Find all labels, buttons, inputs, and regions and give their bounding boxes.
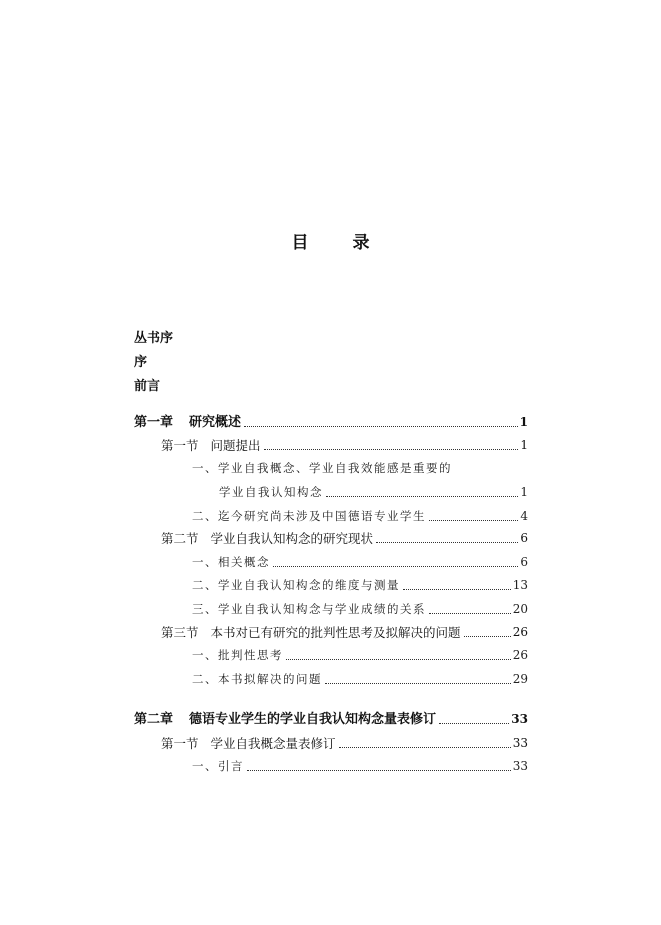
toc-title-char-2: 录 — [352, 233, 370, 253]
dot-leader — [339, 746, 511, 748]
subsection-title: 学业自我认知构念的维度与测量 — [218, 578, 400, 592]
subsection-number: 一、 — [192, 759, 218, 773]
section-number: 第二节 — [161, 531, 199, 546]
page-number: 6 — [520, 555, 528, 569]
section-number: 第一节 — [161, 736, 199, 751]
front-matter-series-preface[interactable]: 丛书序 — [134, 331, 174, 346]
subsection-title: 本书拟解决的问题 — [218, 672, 322, 686]
page-number: 20 — [512, 602, 528, 616]
subsection-title: 相关概念 — [218, 555, 270, 569]
toc-entry-1-1-1-second-line[interactable] — [219, 485, 528, 500]
toc-entry-1-2-3[interactable] — [192, 602, 528, 617]
page-number: 29 — [512, 672, 528, 686]
section-title: 学业自我认知构念的研究现状 — [210, 531, 374, 546]
subsection-number: 一、 — [192, 648, 218, 662]
toc-title-char-1: 目 — [291, 233, 309, 253]
toc-entry-2-1-1[interactable] — [192, 759, 528, 774]
section-title: 本书对已有研究的批判性思考及拟解决的问题 — [210, 625, 461, 640]
dot-leader — [273, 565, 518, 567]
front-matter-foreword[interactable]: 前言 — [134, 379, 161, 394]
dot-leader — [439, 722, 509, 724]
page-number: 1 — [520, 438, 528, 452]
page-number: 33 — [511, 712, 528, 726]
page-number: 33 — [512, 736, 528, 750]
section-number: 第三节 — [161, 625, 199, 640]
toc-entry-chapter-1[interactable] — [134, 415, 528, 430]
dot-leader — [429, 612, 511, 614]
front-matter-preface[interactable]: 序 — [134, 355, 148, 370]
dot-leader — [464, 635, 511, 637]
toc-entry-section-2-1[interactable] — [161, 736, 528, 751]
dot-leader — [264, 448, 519, 450]
chapter-number: 第二章 — [134, 712, 174, 727]
page-number: 4 — [520, 509, 528, 523]
page-number: 1 — [519, 415, 528, 429]
toc-title — [0, 228, 661, 253]
subsection-title-continued: 学业自我认知构念 — [219, 485, 323, 499]
section-title: 学业自我概念量表修订 — [210, 736, 336, 751]
page-number: 26 — [512, 625, 528, 639]
toc-entry-section-1-3[interactable] — [161, 625, 528, 640]
page-number: 6 — [520, 531, 528, 545]
page-number: 33 — [512, 759, 528, 773]
subsection-title: 迄今研究尚未涉及中国德语专业学生 — [218, 509, 426, 523]
toc-entry-1-1-2[interactable] — [192, 509, 528, 524]
subsection-title: 引言 — [218, 759, 244, 773]
toc-entry-section-1-1[interactable] — [161, 438, 528, 453]
subsection-number: 一、 — [192, 461, 218, 475]
dot-leader — [326, 495, 518, 497]
dot-leader — [325, 682, 511, 684]
section-number: 第一节 — [161, 438, 199, 453]
toc-entry-1-2-1[interactable] — [192, 555, 528, 570]
chapter-title: 德语专业学生的学业自我认知构念量表修订 — [189, 712, 437, 727]
toc-entry-1-2-2[interactable] — [192, 578, 528, 593]
toc-entry-1-3-1[interactable] — [192, 648, 528, 663]
subsection-number: 二、 — [192, 578, 218, 592]
page-number: 13 — [512, 578, 528, 592]
dot-leader — [286, 658, 511, 660]
dot-leader — [247, 769, 511, 771]
dot-leader — [403, 588, 511, 590]
dot-leader — [244, 425, 518, 427]
page-number: 26 — [512, 648, 528, 662]
toc-entry-section-1-2[interactable] — [161, 531, 528, 546]
toc-entry-chapter-2[interactable] — [134, 712, 528, 727]
chapter-title: 研究概述 — [189, 415, 242, 430]
subsection-title: 学业自我认知构念与学业成绩的关系 — [218, 602, 426, 616]
subsection-title: 批判性思考 — [218, 648, 283, 662]
subsection-number: 二、 — [192, 509, 218, 523]
page-number: 1 — [520, 485, 528, 499]
subsection-number: 三、 — [192, 602, 218, 616]
dot-leader — [376, 541, 518, 543]
section-title: 问题提出 — [210, 438, 261, 453]
dot-leader — [429, 519, 518, 521]
subsection-title: 学业自我概念、学业自我效能感是重要的 — [218, 461, 452, 475]
subsection-number: 二、 — [192, 672, 218, 686]
chapter-number: 第一章 — [134, 415, 174, 430]
subsection-number: 一、 — [192, 555, 218, 569]
toc-entry-1-1-1-first-line[interactable] — [192, 461, 528, 476]
toc-entry-1-3-2[interactable] — [192, 672, 528, 687]
